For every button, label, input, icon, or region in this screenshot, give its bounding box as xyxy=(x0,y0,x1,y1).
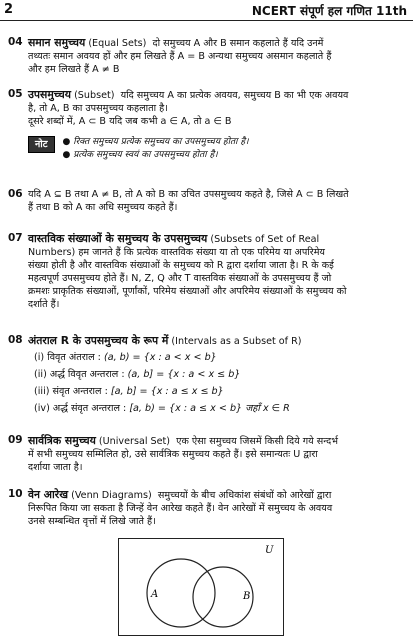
section-venn-diagrams xyxy=(8,488,404,528)
venn-svg xyxy=(119,539,283,635)
text-line: उनसे सम्बन्धित वृत्तों में लिखे जाते हैं। xyxy=(28,516,156,527)
section-heading-en: (Subset) xyxy=(74,90,115,101)
section-equal-sets xyxy=(8,36,404,76)
running-title: NCERT संपूर्ण हल गणित 11th xyxy=(251,4,407,18)
venn-label-universal: U xyxy=(265,545,274,556)
section-heading-en: (Equal Sets) xyxy=(88,38,147,49)
text-line: समुच्चयों के बीच अधिकांश संबंधों को आरेखों द्वारा xyxy=(157,490,332,501)
section-heading: अंतराल R के उपसमुच्चय के रूप में xyxy=(28,334,169,347)
text-line: एक ऐसा समुच्चय जिसमें किसी दिये गये सन्दर्भ xyxy=(176,436,338,447)
text-line: दूसरे शब्दों में, A ⊂ B यदि जब कभी a ∈ A, तो a ∈ B xyxy=(28,116,232,127)
section-number: 04 xyxy=(8,36,23,48)
text-line: Numbers) हम जानते हैं कि प्रत्येक वास्तविक संख्या या तो एक परिमेय या अपरिमेय xyxy=(28,247,325,258)
text-line: में सभी समुच्चय सम्मिलित हो, उसे सार्वत्रिक समुच्चय कहते हैं। इसे समान्यतः U द्वारा xyxy=(28,449,318,460)
section-universal-set xyxy=(8,434,404,474)
section-number: 09 xyxy=(8,434,23,446)
text-line: है, तो A, B का उपसमुच्चय कहलाता है। xyxy=(28,103,168,114)
text-line: दर्शाया जाता है। xyxy=(28,462,83,473)
section-number: 10 xyxy=(8,488,23,500)
text-line: हैं तथा B को A का अधि समुच्चय कहते हैं। xyxy=(28,202,178,213)
text-line: दो समुच्चय A और B समान कहलाते हैं यदि उनमें xyxy=(152,38,324,49)
text-line: निरूपित किया जा सकता है जिन्हें वेन आरेख कहते हैं। वेन आरेखों में समुच्चय के अवयव xyxy=(28,503,333,514)
section-heading: उपसमुच्चय xyxy=(28,88,71,101)
page-number: 2 xyxy=(4,2,14,17)
interval-item: (ii) अर्द्ध विवृत अन्तराल : (a, b] = {x : a < x ≤ b} xyxy=(34,369,241,380)
header-rule xyxy=(0,20,413,21)
section-subset xyxy=(8,88,404,162)
note-item: प्रत्येक समुच्चय स्वयं का उपसमुच्चय होता है। xyxy=(73,150,218,160)
text-line: संख्या होती है और वास्तविक संख्याओं के समुच्चय को R द्वारा दर्शाया जाता है। R के कई xyxy=(28,260,334,271)
section-proper-subset xyxy=(8,188,404,214)
section-heading-en: (Universal Set) xyxy=(98,436,171,447)
section-intervals xyxy=(8,334,404,415)
text-line: तथ्यतः समान अवयव हों और हम लिखते हैं A = B अन्यथा समुच्चय असमान कहलाते हैं xyxy=(28,51,332,62)
interval-item: (iii) संवृत अन्तराल : [a, b] = {x : a ≤ x ≤ b} xyxy=(34,386,224,397)
section-heading-en: (Subsets of Set of Real xyxy=(210,234,320,245)
venn-label-b: B xyxy=(243,591,251,602)
text-line: यदि समुच्चय A का प्रत्येक अवयव, समुच्चय B का भी एक अवयव xyxy=(120,90,349,101)
venn-label-a: A xyxy=(151,589,159,600)
section-number: 05 xyxy=(8,88,23,100)
section-heading-en: (Intervals as a Subset of R) xyxy=(171,336,302,347)
note-block: नोट ● रिक्त समुच्चय प्रत्येक समुच्चय का उपसमुच्चय होता है। ● प्रत्येक समुच्चय स्वयं का उपसमुच्चय होता है। xyxy=(28,136,404,162)
page-header xyxy=(0,0,413,20)
venn-diagram xyxy=(118,538,284,636)
section-heading: वास्तविक संख्याओं के समुच्चय के उपसमुच्चय xyxy=(28,232,208,245)
section-heading: वेन आरेख xyxy=(28,488,69,501)
interval-item: (i) विवृत अंतराल : (a, b) = {x : a < x < b} xyxy=(34,352,217,363)
note-label: नोट xyxy=(28,136,55,153)
text-line: महत्वपूर्ण उपसमुच्चय होते हैं। N, Z, Q और T वास्तविक संख्याओं के उपसमुच्चय हैं जो xyxy=(28,273,332,284)
section-number: 06 xyxy=(8,188,23,200)
note-item: रिक्त समुच्चय प्रत्येक समुच्चय का उपसमुच्चय होता है। xyxy=(73,137,249,147)
section-number: 08 xyxy=(8,334,23,346)
section-number: 07 xyxy=(8,232,23,244)
interval-item: (iv) अर्द्ध संवृत अन्तराल : [a, b) = {x : a ≤ x < b} जहाँ x ∈ R xyxy=(34,403,290,414)
section-heading-en: (Venn Diagrams) xyxy=(71,490,152,501)
section-heading: समान समुच्चय xyxy=(28,36,86,49)
text-line: दर्शाते हैं। xyxy=(28,299,60,310)
text-line: यदि A ⊆ B तथा A ≠ B, तो A को B का उचित उपसमुच्चय कहते है, जिसे A ⊂ B लिखते xyxy=(28,189,349,200)
section-heading: सार्वत्रिक समुच्चय xyxy=(28,434,96,447)
text-line: और हम लिखते हैं A ≠ B xyxy=(28,64,120,75)
section-real-subsets xyxy=(8,232,404,311)
text-line: क्रमशः प्राकृतिक संख्याओं, पूर्णांकों, परिमेय संख्याओं और अपरिमेय संख्याओं के समुच्चय को xyxy=(28,286,347,297)
